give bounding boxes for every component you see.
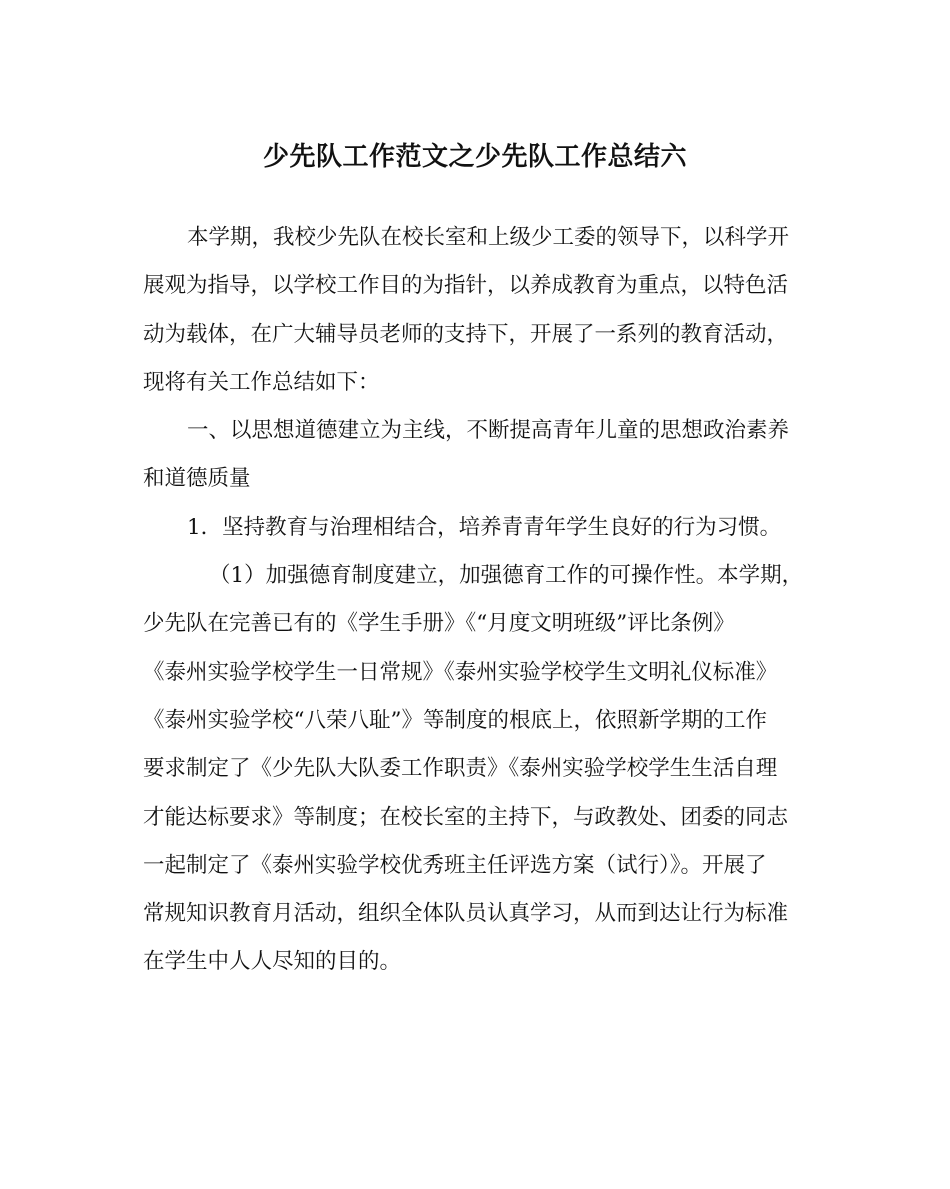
document-title: 少先队工作范文之少先队工作总结六 [262,142,687,172]
paragraph-intro [143,214,803,407]
text-line: 1．坚持教育与治理相结合，培养青青年学生良好的行为习惯。 [187,514,782,540]
text-line: 要求制定了《少先队大队委工作职责》《泰州实验学校学生生活自理 [143,756,778,782]
text-line: 本学期，我校少先队在校长室和上级少工委的领导下，以科学开 [187,225,790,250]
text-line: 少先队在完善已有的《学生手册》《“月度文明班级”评比条例》 [143,611,735,637]
text-line: 现将有关工作总结如下： [143,369,380,395]
text-line: 《泰州实验学校“八荣八耻”》等制度的根底上，依照新学期的工作 [143,707,767,733]
paragraph-item-1 [143,552,803,987]
document-body [143,214,803,987]
text-line: 展观为指导，以学校工作目的为指针，以养成教育为重点，以特色活 [143,273,789,299]
text-line: 《泰州实验学校学生一日常规》《泰州实验学校学生文明礼仪标准》 [143,659,778,685]
text-line: 常规知识教育月活动，组织全体队员认真学习，从而到达让行为标准 [143,901,789,927]
text-line: 动为载体，在广大辅导员老师的支持下，开展了一系列的教育活动， [143,321,789,347]
text-line: 才能达标要求》等制度；在校长室的主持下，与政教处、团委的同志 [143,804,789,830]
subsection-heading-1 [143,504,803,552]
text-line: 和道德质量 [143,466,251,492]
text-line: 一、以思想道德建立为主线，不断提高青年儿童的思想政治素养 [187,418,790,444]
text-line: 在学生中人人尽知的目的。 [143,949,402,975]
section-heading-1 [143,407,803,504]
text-line: 一起制定了《泰州实验学校优秀班主任评选方案（试行）》。开展了 [143,852,767,878]
text-line: （1）加强德育制度建立，加强德育工作的可操作性。本学期， [209,563,804,589]
